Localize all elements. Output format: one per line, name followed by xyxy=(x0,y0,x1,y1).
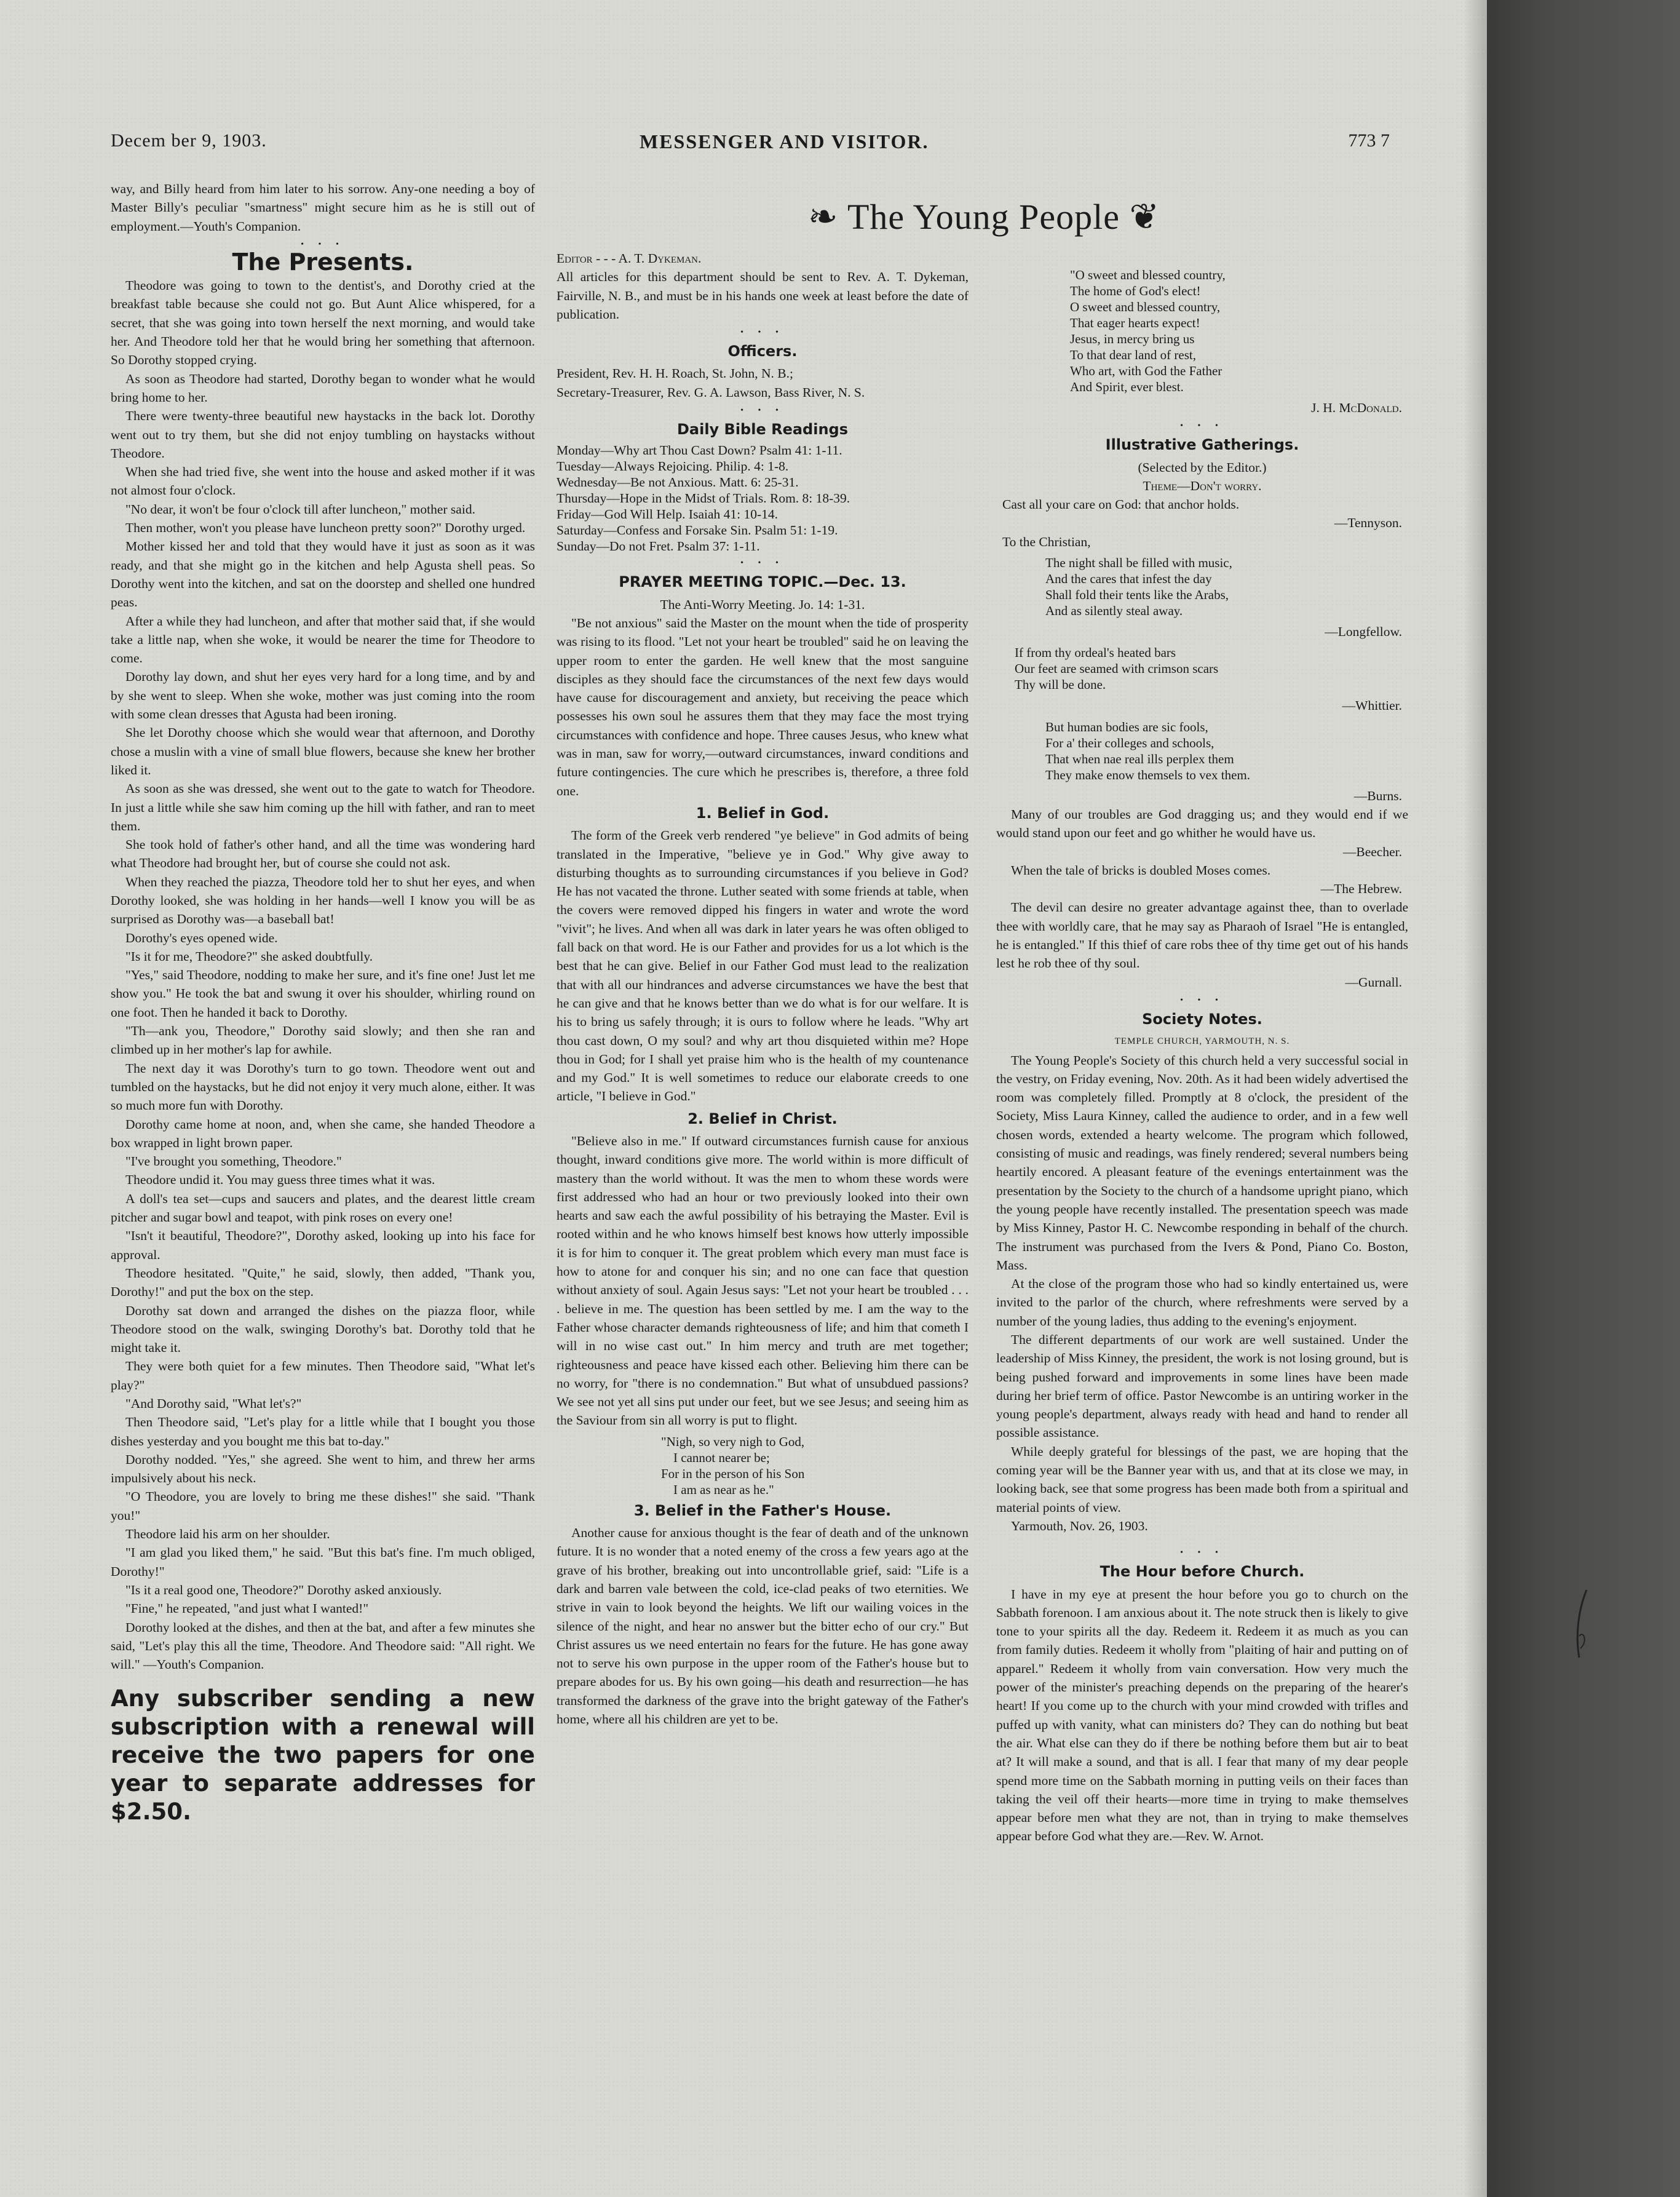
poem-line: O sweet and blessed country, xyxy=(1070,300,1221,314)
verse-line: I am as near as he." xyxy=(673,1482,774,1497)
part3-text: Another cause for anxious thought is the fear of death and of the unknown future. It is no wonder that a noted enemy of the cross a few years ago at the grave of his brother, breaking out into uncontrollable grief, said: "Life is a dark and barren vale between the cold, ice-clad peaks of two eternities. We strive in vain to look beyond the heights. We lift our wailing voices in the silence of the night, and hear no answer but the bitter echo of our cry." But Christ assures us we need entertain no fears for the future. He has gone away not to serve his own purpose in the upper room of the Father's house but to prepare abodes for us. By his own going—his death and resurrection—he has transformed the darkness of the grave into the bright gateway of the Father's home, where all his children are yet to be. xyxy=(557,1525,969,1726)
quote-7-attr: —Gurnall. xyxy=(1345,974,1402,990)
page-header xyxy=(111,130,1390,161)
part2-title: 2. Belief in Christ. xyxy=(687,1110,838,1127)
story-paragraph: "Th—ank you, Theodore," Dorothy said slowly; and then she ran and climbed up in her mother's lap for awhile. xyxy=(111,1023,535,1057)
verse-line: I cannot nearer be; xyxy=(673,1450,770,1465)
quote-5-attr: —Beecher. xyxy=(1342,844,1402,859)
verse-line: "Nigh, so very nigh to God, xyxy=(661,1434,805,1449)
story-body xyxy=(111,276,535,1674)
young-people-title: The Young People xyxy=(847,197,1120,237)
quote-line: If from thy ordeal's heated bars xyxy=(1015,645,1176,661)
poem-line: "O sweet and blessed country, xyxy=(1070,268,1226,282)
quote-3-attr: —Whittier. xyxy=(1342,698,1402,713)
quote-line: Our feet are seamed with crimson scars xyxy=(1015,661,1219,677)
society-paragraph: At the close of the program those who had so kindly entertained us, were invited to the parlor of the church, where refreshments were served by a number of the young ladies, thus adding to the evening's enjoyment. xyxy=(996,1276,1408,1329)
quote-4 xyxy=(1045,719,1408,783)
story-paragraph: "Fine," he repeated, "and just what I wanted!" xyxy=(125,1601,369,1616)
section-divider-icon: • • • xyxy=(1180,421,1224,431)
story-paragraph: "Yes," said Theodore, nodding to make her sure, and it's fine one! Just let me show you." He took the bat and swung it over his shoulder, whirling round on one foot. Then he handed it back to Dorothy. xyxy=(111,967,535,1020)
story-paragraph: "Isn't it beautiful, Theodore?", Dorothy asked, looking up into his face for approval. xyxy=(111,1228,535,1262)
story-paragraph: Then mother, won't you please have luncheon pretty soon?" Dorothy urged. xyxy=(125,520,526,536)
story-paragraph: The next day it was Dorothy's turn to go town. Theodore went out and tumbled on the haystacks, but he did not enjoy it very much alone, either. It was so much more fun with Dorothy. xyxy=(111,1060,535,1113)
column-1 xyxy=(111,180,535,1826)
quote-line: And as silently steal away. xyxy=(1045,603,1183,619)
story-paragraph: Dorothy came home at noon, and, when she came, she handed Theodore a box wrapped in light brown paper. xyxy=(111,1116,535,1150)
section-divider-icon: • • • xyxy=(1180,1548,1224,1558)
officers-title: Officers. xyxy=(727,343,798,360)
society-paragraph: While deeply grateful for blessings of the past, we are hoping that the coming year will be the Banner year with us, and that at its close we may, in looking back, see that some progress has been made both from a spiritual and material points of view. xyxy=(996,1444,1408,1515)
intro-paragraph: way, and Billy heard from him later to his sorrow. Any-one needing a boy of Master Billy's peculiar "smartness" might secure him as he is still out of employment.—Youth's Companion. xyxy=(111,181,535,234)
quote-6: When the tale of bricks is doubled Moses comes. xyxy=(1011,862,1271,878)
issue-date: Decem ber 9, 1903. xyxy=(111,130,267,151)
fleuron-left-icon: ❧ xyxy=(807,197,847,237)
hour-before-church-text: I have in my eye at present the hour before you go to church on the Sabbath forenoon. I am anxious about it. The note struck then is likely to give tone to your spirits all the day. Redeem it. Redeem it as much as you can from family duties. Redeem it wholly from "plaiting of hair and putting on of apparel." Redeem it wholly from vain conversation. How very much the power of the minister's preaching depends on the preparing of the hearer's heart! If you come up to the church with your mind crowded with trifles and puffed up with vanity, what can ministers do? They can do nothing but beat the air. What else can they do if there be nothing before them but air to beat at? It will make a sound, and that is all. I fear that many of my dear people spend more time on the Sabbath morning in putting veils on their faces than taking the veil off their hearts—more time in trying to make themselves appear before men what they are not, than in trying to make themselves appear before God what they are.—Rev. W. Arnot. xyxy=(996,1586,1408,1844)
gatherings-subtitle: (Selected by the Editor.) xyxy=(1138,459,1267,475)
opening-poem xyxy=(1070,267,1408,395)
quote-line: That when nae real ills perplex them xyxy=(1045,751,1234,766)
society-signature: Yarmouth, Nov. 26, 1903. xyxy=(1011,1518,1148,1533)
quote-line: But human bodies are sic fools, xyxy=(1045,719,1208,734)
poem-line: Jesus, in mercy bring us xyxy=(1070,332,1195,346)
story-paragraph: "And Dorothy said, "What let's?" xyxy=(125,1396,302,1411)
editor-line: Editor - - - A. T. Dykeman. xyxy=(557,251,702,266)
quote-6-attr: —The Hebrew. xyxy=(1320,881,1402,897)
quote-2 xyxy=(1045,555,1408,619)
poem-line: Who art, with God the Father xyxy=(1070,364,1222,378)
scan-background xyxy=(1487,0,1680,2197)
story-paragraph: Theodore undid it. You may guess three times what it was. xyxy=(125,1172,435,1188)
story-paragraph: Dorothy looked at the dishes, and then at the bat, and after a few minutes she said, "Let's play this all the time, Theodore. And Theodore said: "All right. We will." —Youth's Companion. xyxy=(111,1619,535,1672)
story-paragraph: Theodore was going to town to the dentist's, and Dorothy cried at the breakfast table because she could not go. But Aunt Alice whispered, for a secret, that she was going into town herself the next morning, and would take her. And Theodore told her that he would bring her something that afternoon. So Dorothy stopped crying. xyxy=(111,278,535,368)
section-divider-icon: • • • xyxy=(1180,995,1224,1005)
part2-text: "Believe also in me." If outward circumstances furnish cause for anxious thought, inward conditions give more. The world within is more difficult of mastery than the world without. It was the men to whom these words were first addressed who had an hour or two previously looked into their own hearts and saw each the awful possibility of his betraying the Master. Evil is rooted within and he who knows himself best knows how utterly impossible it is for him to conquer it. The great problem which every man must face is how to atone for and conquer his sin; and no one can face that question without anxiety of soul. Again Jesus says: "Let not your heart be troubled . . . . believe in me. The question has been settled by me. I am the way to the Father whose character demands righteousness of life; and him that cometh I will in no wise cast out." In him mercy and truth are met together; righteousness and peace have kissed each other. Believing him there can be no worry, for "there is no condemnation." But what of unsubdued passions? We see not yet all sins put under our feet, but we see Jesus; and seeing him as the Saviour from sin all worry is put to flight. xyxy=(557,1133,969,1428)
reading-item: Sunday—Do not Fret. Psalm 37: 1-11. xyxy=(557,539,760,554)
story-paragraph: She took hold of father's other hand, and all the time was wondering hard what Theodore had brought her, but of course she could not ask. xyxy=(111,837,535,871)
subscription-promo: Any subscriber sending a new subscription with a renewal will receive the two papers for one year to separate addresses for $2.50. xyxy=(111,1685,535,1826)
gatherings-title: Illustrative Gatherings. xyxy=(1105,436,1299,454)
verse-block xyxy=(661,1434,969,1498)
story-paragraph: Theodore hesitated. "Quite," he said, slowly, then added, "Thank you, Dorothy!" and put the box on the step. xyxy=(111,1265,535,1300)
quote-2-lead: To the Christian, xyxy=(1002,534,1091,549)
story-paragraph: "No dear, it won't be four o'clock till after luncheon," mother said. xyxy=(125,501,475,517)
story-paragraph: Dorothy lay down, and shut her eyes very hard for a long time, and by and by she went to sleep. When she woke, mother was just coming into the room with some clean dresses that Agusta had been ironing. xyxy=(111,669,535,722)
section-divider-icon: • • • xyxy=(740,558,785,568)
story-title: The Presents. xyxy=(232,248,414,276)
binding-shadow xyxy=(1464,0,1487,2197)
quote-line: They make enow themsels to vex them. xyxy=(1045,767,1250,782)
story-paragraph: When she had tried five, she went into the house and asked mother if it was not almost four o'clock. xyxy=(111,464,535,498)
quote-4-attr: —Burns. xyxy=(1353,788,1402,803)
part3-title: 3. Belief in the Father's House. xyxy=(633,1501,892,1519)
verse-line: For in the person of his Son xyxy=(661,1466,805,1481)
story-paragraph: Dorothy sat down and arranged the dishes on the piazza floor, while Theodore stood on the walk, swinging Dorothy's bat. Dorothy told that he might take it. xyxy=(111,1303,535,1356)
officer-president: President, Rev. H. H. Roach, St. John, N. B.; xyxy=(557,366,793,381)
reading-item: Monday—Why art Thou Cast Down? Psalm 41: 1-11. xyxy=(557,443,842,458)
section-divider-icon: • • • xyxy=(740,328,785,338)
society-paragraph: The Young People's Society of this church held a very successful social in the vestry, on Friday evening, Nov. 20th. As it had been widely advertised the room was completely filled. Promptly at 8 o'clock, the president of the Society, Miss Laura Kinney, called the audience to order, and in a few well chosen words, extended a hearty welcome. The program which followed, consisting of music and readings, was finely rendered; several numbers being heartily encored. A pleasant feature of the evenings entertainment was the presentation by the Society to the church of a handsome upright piano, which the young people have recently installed. The presentation speech was made by Miss Kinney, Pastor H. C. Newcombe responding in behalf of the church. The instrument was purchased from the Ivers & Pond, Piano Co. Boston, Mass. xyxy=(996,1052,1408,1273)
quote-5: Many of our troubles are God dragging us; and they would end if we would stand upon our feet and go whither he would have us. xyxy=(996,806,1408,841)
editor-note: All articles for this department should be sent to Rev. A. T. Dykeman, Fairville, N. B., and must be in his hands one week at least before the date of publication. xyxy=(557,269,969,322)
section-divider-icon: • • • xyxy=(740,406,785,416)
prayer-topic-subtitle: The Anti-Worry Meeting. Jo. 14: 1-31. xyxy=(660,597,865,612)
poem-line: And Spirit, ever blest. xyxy=(1070,379,1184,394)
story-paragraph: Theodore laid his arm on her shoulder. xyxy=(125,1527,330,1542)
poem-line: That eager hearts expect! xyxy=(1070,316,1200,330)
reading-item: Friday—God Will Help. Isaiah 41: 10-14. xyxy=(557,507,779,522)
part1-text: The form of the Greek verb rendered "ye believe" in God admits of being translated in the Imperative, "believe ye in God." Why give away to disturbing thoughts as to surrounding circumstances if you believe in God? He has not vacated the throne. Luther seated with some friends at table, when the covers were removed dipped his fingers in water and wrote the word "vivit"; he lives. And when all was dark in later years he was often obliged to fall back on that word. He is our Father and provides for us a lot which is the best that he can give. Belief in our Father God must lead to the realization that with all our hindrances and adverse circumstances we have the best that he can give and that he knows better than we do what is for our welfare. It is his to bring us safely through; it is ours to follow where he leads. "Why art thou cast down, O my soul? and why art thou disquieted within me? Hope thou in God; for I shall yet praise him who is the health of my countenance and my God." It is well sometimes to reduce our elaborate creeds to one article, "I believe in God." xyxy=(557,828,969,1104)
hour-before-church-title: The Hour before Church. xyxy=(1100,1563,1305,1581)
society-body xyxy=(996,1051,1408,1517)
story-paragraph: Dorothy's eyes opened wide. xyxy=(125,930,278,945)
quote-7: The devil can desire no greater advantage against thee, than to overlade thee with worldly care, that he may say as Pharaoh of Israel "He is entangled, he is entangled." If this thief of care robs thee of thy time get out of his hands lest he rob thee of thy soul. xyxy=(996,900,1408,971)
quote-line: Thy will be done. xyxy=(1015,677,1106,693)
society-paragraph: The different departments of our work are well sustained. Under the leadership of Miss Kinney, the president, the work is not losing ground, but is being pushed forward and improvements in some lines have been made during her brief term of office. Pastor Newcombe is an untiring worker in the young people's department, always ready with head and hand to render all possible assistance. xyxy=(996,1332,1408,1440)
story-paragraph: "I am glad you liked them," he said. "But this bat's fine. I'm much obliged, Dorothy!" xyxy=(111,1545,535,1579)
story-paragraph: Dorothy nodded. "Yes," she agreed. She went to him, and threw her arms impulsively about his neck. xyxy=(111,1452,535,1486)
story-paragraph: As soon as Theodore had started, Dorothy began to wonder what he would bring home to her. xyxy=(111,371,535,405)
story-paragraph: She let Dorothy choose which she would wear that afternoon, and Dorothy chose a muslin with a vine of small blue flowers, because she knew her brother liked it. xyxy=(111,725,535,777)
reading-item: Saturday—Confess and Forsake Sin. Psalm 51: 1-19. xyxy=(557,523,838,538)
quote-1-attr: —Tennyson. xyxy=(1334,515,1402,531)
section-divider-icon: • • • xyxy=(301,239,345,249)
story-paragraph: A doll's tea set—cups and saucers and plates, and the dearest little cream pitcher and sugar bowl and teapot, with pink roses on every one! xyxy=(111,1191,535,1225)
column-2 xyxy=(557,249,969,1728)
story-paragraph: Mother kissed her and told that they would have it just as soon as it was ready, and that she might go in the kitchen and help Agusta shell peas. So Dorothy went into the kitchen, and sat on the doorstep and shelled one hundred peas. xyxy=(111,539,535,610)
society-notes-title: Society Notes. xyxy=(1142,1010,1262,1028)
society-notes-subtitle: TEMPLE CHURCH, YARMOUTH, N. S. xyxy=(1114,1036,1290,1047)
officer-secretary: Secretary-Treasurer, Rev. G. A. Lawson, Bass River, N. S. xyxy=(557,384,865,400)
publication-title: MESSENGER AND VISITOR. xyxy=(640,130,929,153)
reading-item: Tuesday—Always Rejoicing. Philip. 4: 1-8. xyxy=(557,459,789,474)
quote-1: Cast all your care on God: that anchor holds. xyxy=(1002,497,1240,512)
fleuron-right-icon: ❦ xyxy=(1119,197,1160,237)
reading-item: Wednesday—Be not Anxious. Matt. 6: 25-31. xyxy=(557,475,799,490)
story-paragraph: When they reached the piazza, Theodore told her to shut her eyes, and when Dorothy looked, she was holding in her hands—well I know you will be as surprised as Dorothy was—a baseball bat! xyxy=(111,874,535,927)
column-3 xyxy=(996,263,1408,1846)
story-paragraph: They were both quiet for a few minutes. Then Theodore said, "What let's play?" xyxy=(111,1359,535,1392)
story-paragraph: "Is it for me, Theodore?" she asked doubtfully. xyxy=(125,948,373,964)
quote-line: For a' their colleges and schools, xyxy=(1045,735,1214,750)
poem-line: The home of God's elect! xyxy=(1070,284,1201,298)
pencil-mark-icon xyxy=(1573,1587,1591,1661)
story-paragraph: After a while they had luncheon, and after that mother said that, if she would take a little nap, when she woke, it would be nearer the time for Theodore to come. xyxy=(111,613,535,666)
quote-line: The night shall be filled with music, xyxy=(1045,555,1232,571)
story-paragraph: "Is it a real good one, Theodore?" Dorothy asked anxiously. xyxy=(125,1582,442,1597)
young-people-heading xyxy=(799,196,1168,237)
prayer-intro: "Be not anxious" said the Master on the mount when the tide of prosperity was rising to its flood. "Let not your heart be troubled" said he on leaving the upper room to enter the garden. He well knew that the most sanguine disciples as they should face the circumstances of the next few days would have cause for discouragement and anxiety, but receiving the peace which possesses his own soul he assures them that they may face the most trying circumstances with confidence and hope. Three causes Jesus, who knew what was in man, saw for worry,—outward circumstances, inward conditions and future contingencies. The cure which he prescribes is, therefore, a three fold one. xyxy=(557,615,969,798)
quote-line: And the cares that infest the day xyxy=(1045,571,1212,587)
quote-3 xyxy=(1015,645,1408,693)
poem-attribution: J. H. McDonald. xyxy=(1311,400,1402,415)
page-number: 773 7 xyxy=(1348,130,1390,151)
poem-line: To that dear land of rest, xyxy=(1070,348,1196,362)
story-paragraph: "I've brought you something, Theodore." xyxy=(125,1154,342,1169)
part1-title: 1. Belief in God. xyxy=(695,804,830,822)
prayer-topic-title: PRAYER MEETING TOPIC.—Dec. 13. xyxy=(619,573,906,591)
readings-list xyxy=(557,442,969,554)
quote-2-attr: —Longfellow. xyxy=(1325,624,1402,640)
quote-line: Shall fold their tents like the Arabs, xyxy=(1045,587,1229,603)
story-paragraph: As soon as she was dressed, she went out to the gate to watch for Theodore. In just a little while she saw him coming up the hill with father, and ran to meet them. xyxy=(111,781,535,833)
reading-item: Thursday—Hope in the Midst of Trials. Rom. 8: 18-39. xyxy=(557,491,850,506)
story-paragraph: There were twenty-three beautiful new haystacks in the back lot. Dorothy went out to try them, but she did not enjoy tumbling on haystacks without Theodore. xyxy=(111,408,535,461)
story-paragraph: "O Theodore, you are lovely to bring me these dishes!" she said. "Thank you!" xyxy=(111,1489,535,1523)
story-paragraph: Then Theodore said, "Let's play for a little while that I bought you those dishes yesterday and you bought me this bat to-day." xyxy=(111,1415,535,1448)
theme-line: Theme—Don't worry. xyxy=(1143,478,1262,493)
readings-title: Daily Bible Readings xyxy=(676,421,849,439)
